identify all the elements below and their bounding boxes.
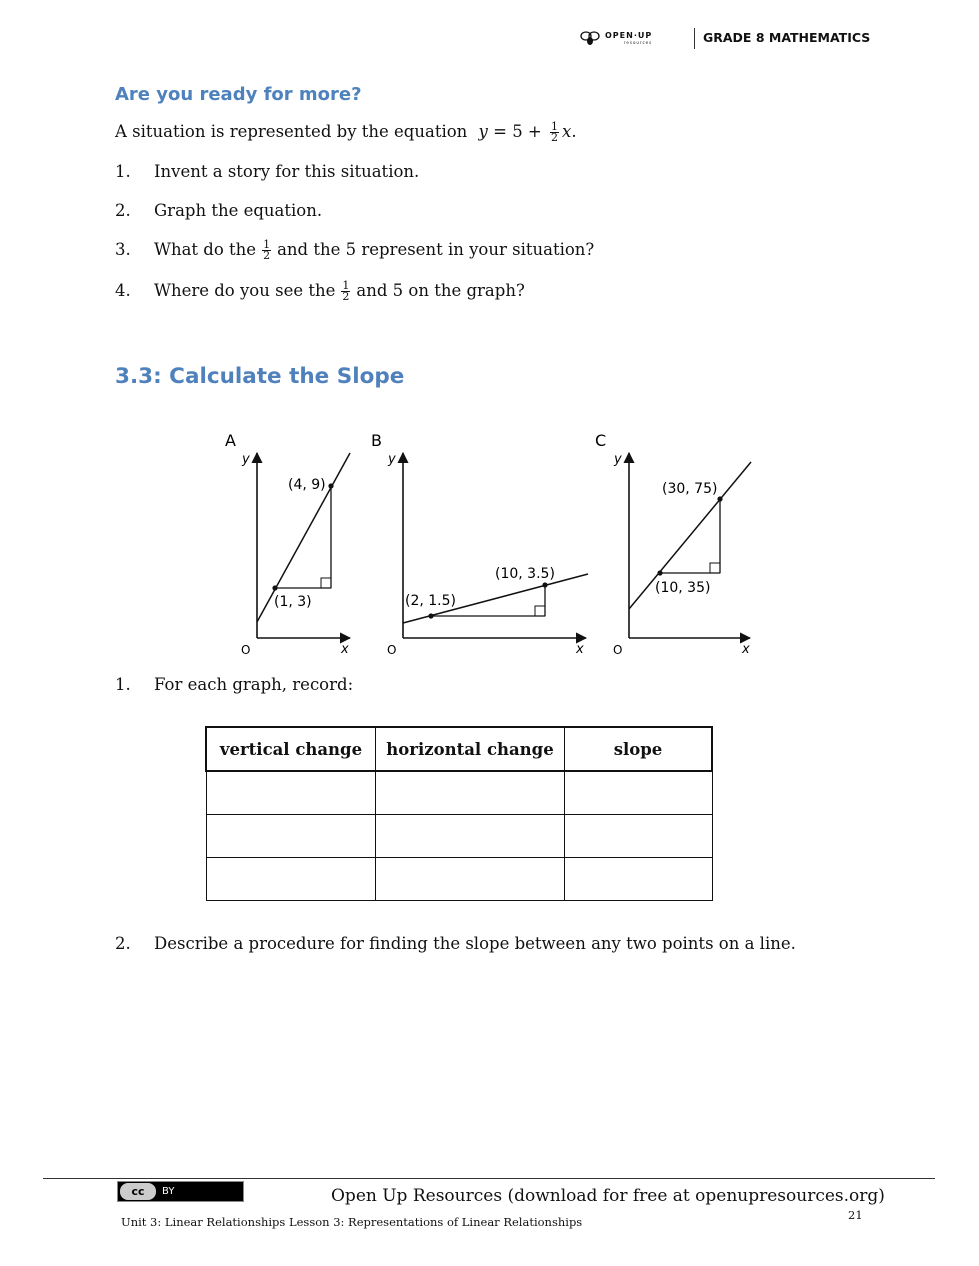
ready-item-1-number: 1.: [115, 162, 131, 181]
graph-a-point-1: [272, 585, 277, 590]
header-divider: [694, 28, 695, 49]
footer-oer-link[interactable]: Open Up Resources (download for free at openupresources.org): [331, 1186, 885, 1206]
equation-x: x: [562, 122, 572, 141]
graph-b-right-angle: [535, 606, 545, 616]
grade-label: GRADE 8 MATHEMATICS: [703, 30, 871, 45]
question-2-text: Describe a procedure for finding the slope between any two points on a line.: [154, 934, 796, 953]
graph-b-x-label: x: [576, 642, 584, 657]
item-4-post: and 5 on the graph?: [356, 281, 525, 300]
graph-c-y-label: y: [614, 452, 622, 467]
graph-b-p1-label: (2, 1.5): [405, 593, 456, 609]
graph-c-right-angle: [710, 563, 720, 573]
table-cell[interactable]: [376, 771, 565, 815]
footer-divider: [43, 1178, 935, 1179]
ready-item-2-number: 2.: [115, 201, 131, 220]
graph-c-point-2: [717, 496, 722, 501]
ready-item-3-text: [154, 240, 594, 261]
logo-word: OPEN·UP: [605, 30, 653, 40]
ready-item-2-text: Graph the equation.: [154, 201, 323, 220]
ready-item-4-number: 4.: [115, 281, 131, 300]
graph-a-p2-label: (4, 9): [288, 477, 326, 493]
item-3-pre: What do the: [154, 240, 257, 259]
graph-a: [225, 431, 350, 657]
graph-a-y-label: y: [242, 452, 250, 467]
equation: [478, 120, 577, 144]
item-3-fraction: [262, 240, 271, 261]
section-heading: 3.3: Calculate the Slope: [115, 364, 405, 389]
fraction-numerator: 1: [263, 238, 271, 251]
header-horizontal-change: horizontal change: [376, 727, 565, 771]
record-table: [205, 726, 713, 901]
table-cell[interactable]: [565, 815, 713, 858]
graph-a-point-2: [328, 483, 333, 488]
graph-b-origin: O: [387, 643, 397, 657]
cc-icon: cc: [120, 1183, 156, 1200]
item-3-post: and the 5 represent in your situation?: [277, 240, 595, 259]
equation-eq: = 5 +: [487, 122, 548, 141]
graph-a-right-angle: [321, 578, 331, 588]
graph-a-label: A: [225, 431, 236, 450]
graph-c-point-1: [657, 570, 662, 575]
table-header-row: [206, 727, 712, 771]
graph-c-p2-label: (30, 75): [662, 481, 718, 497]
table-row: [206, 771, 712, 815]
table-cell[interactable]: [565, 771, 713, 815]
table-cell[interactable]: [376, 858, 565, 901]
table-row: [206, 815, 712, 858]
graph-c-label: C: [595, 431, 607, 450]
ready-for-more-heading: Are you ready for more?: [115, 84, 362, 105]
graph-a-x-label: x: [341, 642, 349, 657]
table-cell[interactable]: [206, 771, 376, 815]
equation-fraction: [550, 122, 559, 143]
page-number: 21: [848, 1208, 863, 1222]
fraction-numerator: 1: [551, 120, 559, 133]
fraction-numerator: 1: [342, 279, 350, 292]
table-cell[interactable]: [565, 858, 713, 901]
graph-b-p2-label: (10, 3.5): [495, 566, 555, 582]
footer-unit-lesson: Unit 3: Linear Relationships Lesson 3: Representations of Linear Relationships: [121, 1215, 583, 1229]
graph-c-p1-label: (10, 35): [655, 580, 711, 596]
table-cell[interactable]: [206, 815, 376, 858]
header-slope: slope: [565, 727, 713, 771]
graph-c-x-label: x: [742, 642, 750, 657]
graph-b: [371, 431, 588, 657]
graph-b-y-label: y: [388, 452, 396, 467]
graph-c-origin: O: [613, 643, 623, 657]
fraction-denominator: 2: [263, 249, 271, 262]
fraction-denominator: 2: [551, 131, 559, 144]
intro-text: A situation is represented by the equation: [115, 122, 468, 141]
table-row: [206, 858, 712, 901]
question-1-text: For each graph, record:: [154, 675, 354, 694]
graph-a-origin: O: [241, 643, 251, 657]
open-up-logo: [580, 30, 652, 46]
table-cell[interactable]: [206, 858, 376, 901]
question-1-number: 1.: [115, 675, 131, 694]
equation-y: y: [478, 122, 488, 141]
ready-item-3-number: 3.: [115, 240, 131, 259]
graph-b-point-1: [428, 613, 433, 618]
equation-period: .: [571, 122, 577, 141]
fraction-denominator: 2: [342, 290, 350, 303]
logo-subtext: resources: [623, 39, 653, 45]
by-label: BY: [162, 1186, 175, 1197]
header-vertical-change: vertical change: [206, 727, 376, 771]
question-2-number: 2.: [115, 934, 131, 953]
ready-item-1-text: Invent a story for this situation.: [154, 162, 420, 181]
graph-b-point-2: [542, 582, 547, 587]
cc-by-license-badge[interactable]: [117, 1181, 244, 1202]
ready-item-4-text: [154, 281, 525, 302]
item-4-fraction: [341, 281, 350, 302]
graph-b-label: B: [371, 431, 382, 450]
graph-c: [595, 431, 751, 657]
slope-graphs-figure: [200, 420, 780, 665]
bee-logo-icon: [580, 30, 600, 46]
table-cell[interactable]: [376, 815, 565, 858]
graph-a-p1-label: (1, 3): [274, 594, 312, 610]
item-4-pre: Where do you see the: [154, 281, 336, 300]
ready-intro: [115, 122, 577, 143]
